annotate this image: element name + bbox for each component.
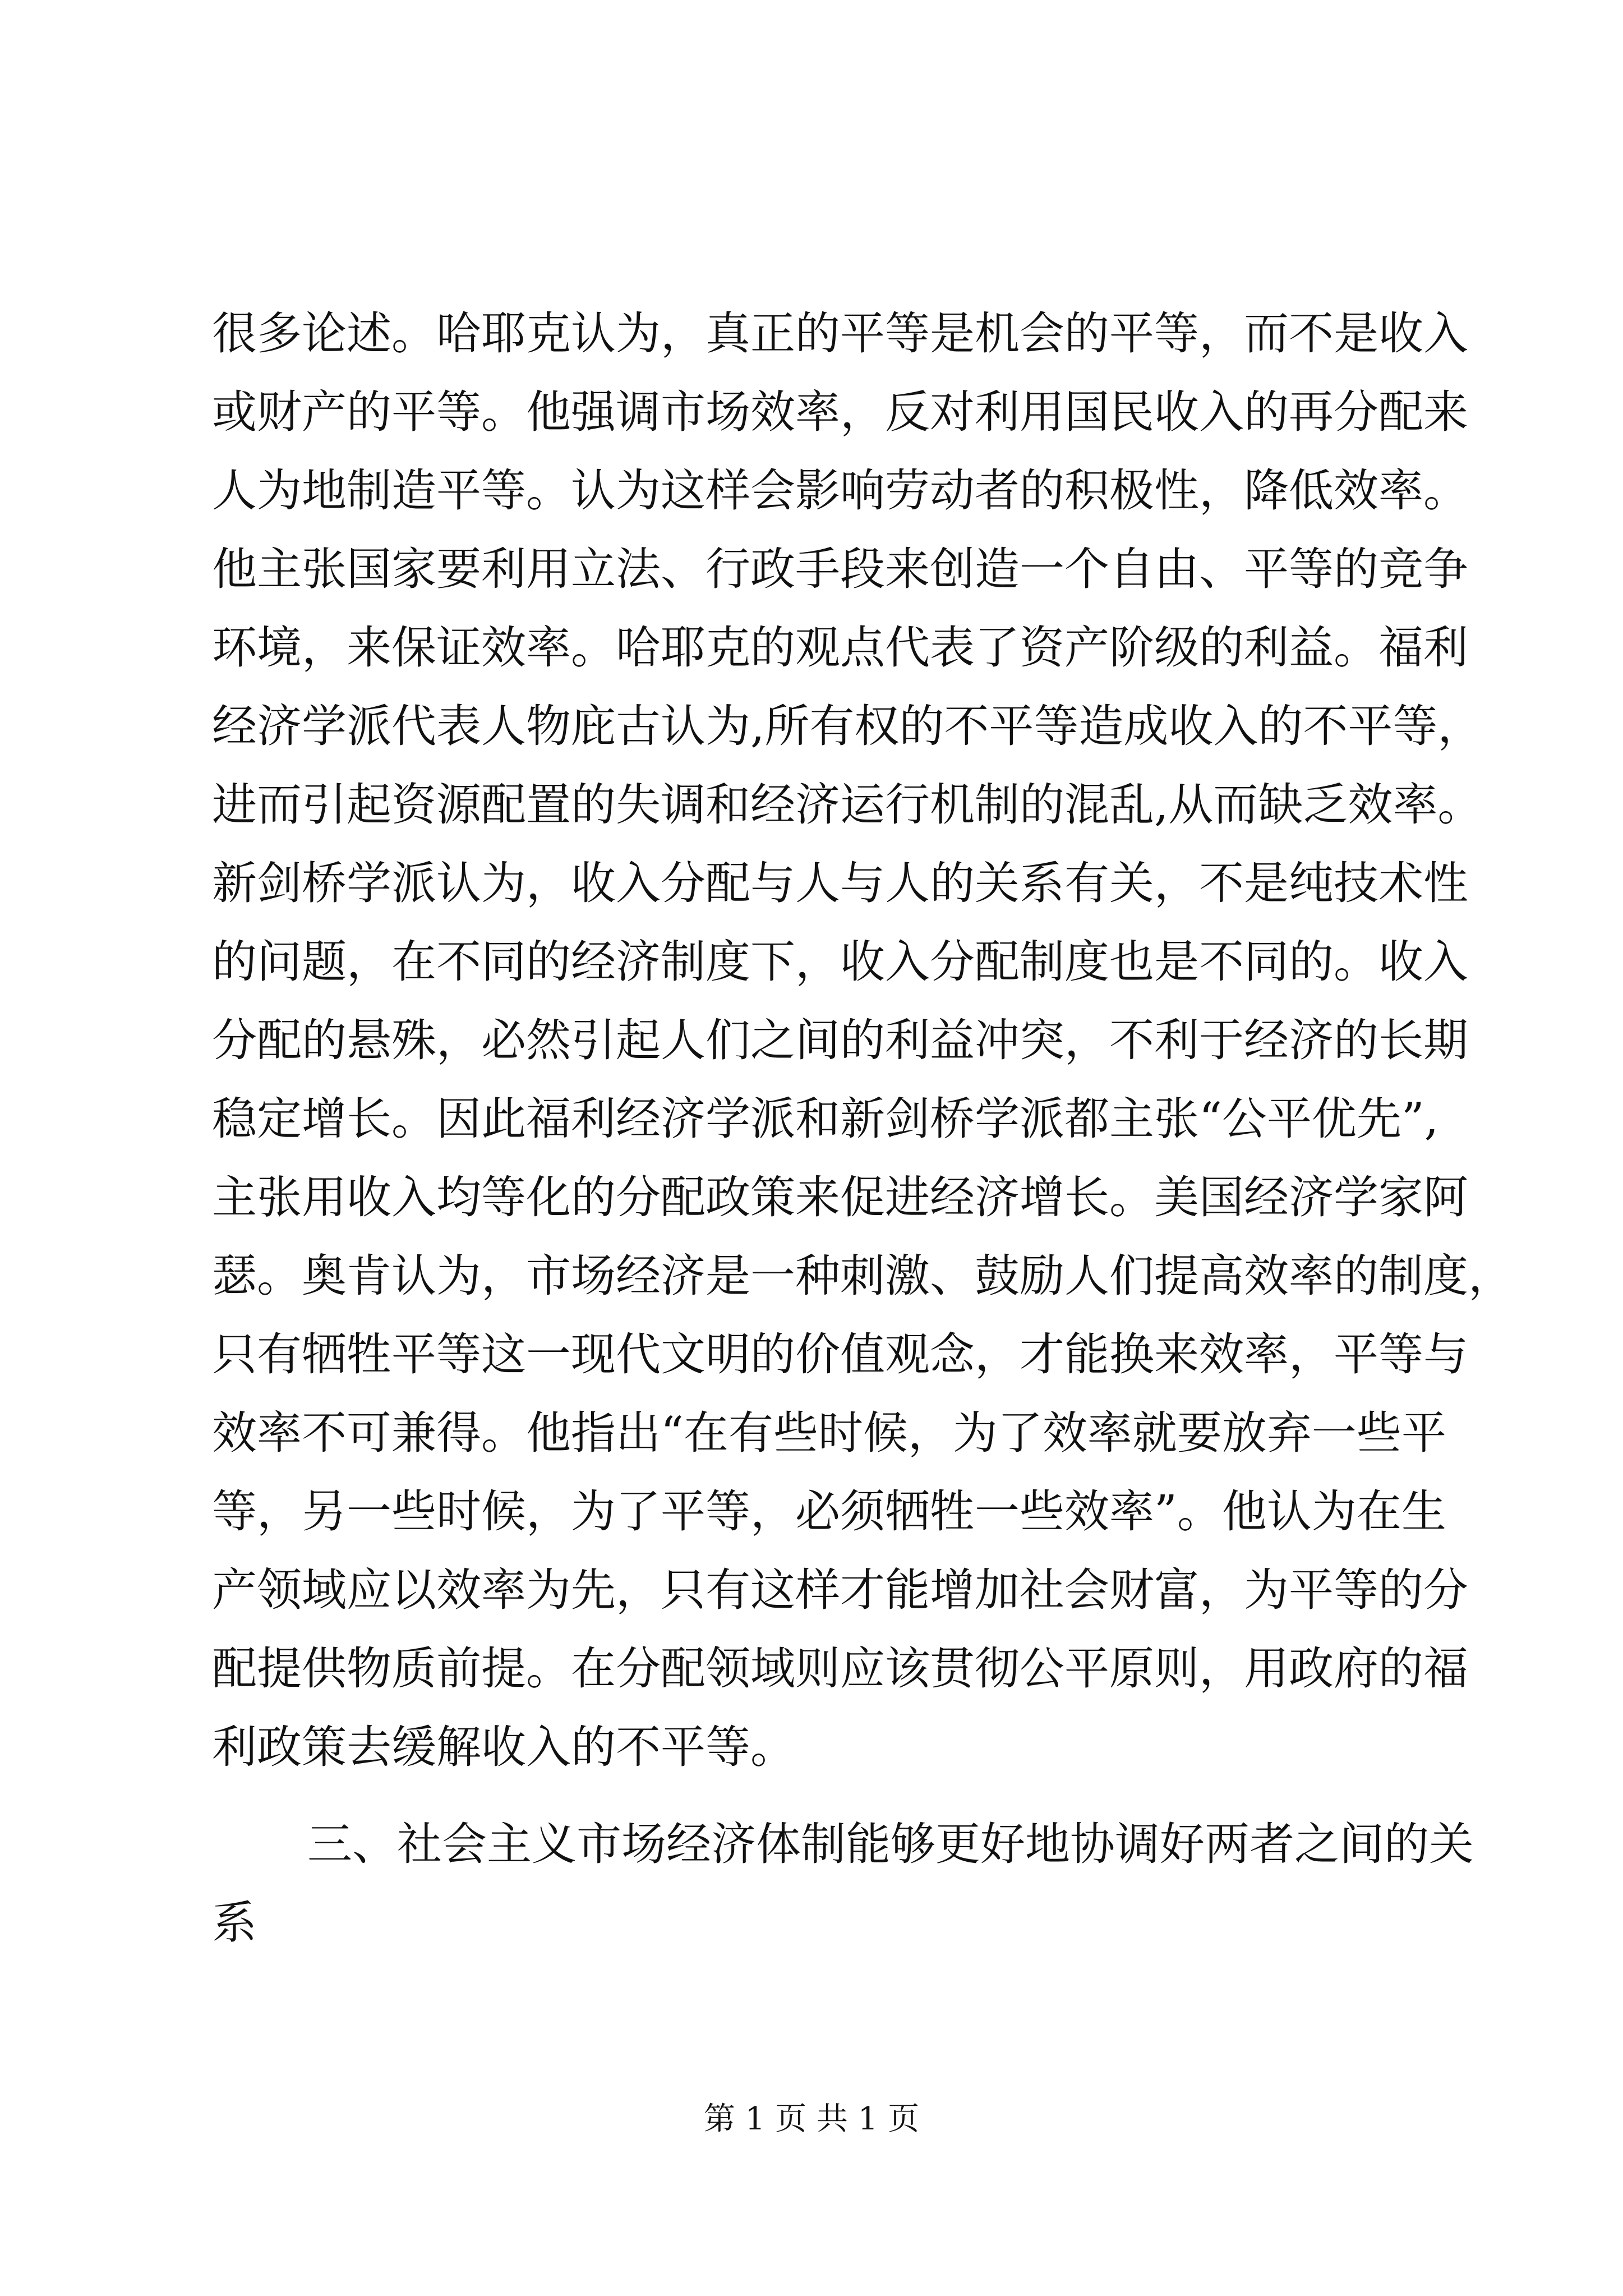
body-text-line: 新剑桥学派认为，收入分配与人与人的关系有关，不是纯技术性 bbox=[212, 857, 1468, 909]
body-text-line: 很多论述。哈耶克认为，真正的平等是机会的平等，而不是收入 bbox=[212, 307, 1468, 360]
body-text-line: 产领域应以效率为先，只有这样才能增加社会财富，为平等的分 bbox=[212, 1564, 1468, 1616]
body-text-line: 主张用收入均等化的分配政策来促进经济增长。美国经济学家阿 bbox=[212, 1171, 1468, 1223]
body-text-line: 效率不可兼得。他指出“在有些时候，为了效率就要放弃一些平 bbox=[212, 1407, 1446, 1459]
body-text-line: 他主张国家要利用立法、行政手段来创造一个自由、平等的竞争 bbox=[212, 543, 1468, 595]
body-text-line: 或财产的平等。他强调市场效率，反对利用国民收入的再分配来 bbox=[212, 386, 1468, 438]
body-text-line: 只有牺牲平等这一现代文明的价值观念，才能换来效率，平等与 bbox=[212, 1328, 1468, 1381]
page-number-footer: 第 1 页 共 1 页 bbox=[703, 2101, 920, 2137]
body-text-line: 人为地制造平等。认为这样会影响劳动者的积极性，降低效率。 bbox=[212, 464, 1468, 517]
body-text-line: 瑟。奥肯认为，市场经济是一种刺激、鼓励人们提高效率的制度， bbox=[212, 1250, 1513, 1302]
body-text-line: 分配的悬殊，必然引起人们之间的利益冲突，不利于经济的长期 bbox=[212, 1014, 1468, 1066]
body-text-line: 环境，来保证效率。哈耶克的观点代表了资产阶级的利益。福利 bbox=[212, 622, 1468, 674]
body-text-line: 经济学派代表人物庇古认为,所有权的不平等造成收入的不平等， bbox=[212, 700, 1483, 752]
body-text-line: 的问题，在不同的经济制度下，收入分配制度也是不同的。收入 bbox=[212, 936, 1468, 988]
section-heading-continuation: 系 bbox=[212, 1897, 257, 1949]
body-text-line: 稳定增长。因此福利经济学派和新剑桥学派都主张“公平优先”, bbox=[212, 1093, 1439, 1145]
body-text-line: 等，另一些时候，为了平等，必须牺牲一些效率”。他认为在生 bbox=[212, 1485, 1446, 1538]
body-text-line: 进而引起资源配置的失调和经济运行机制的混乱,从而缺乏效率。 bbox=[212, 779, 1483, 831]
body-text-line: 利政策去缓解收入的不平等。 bbox=[212, 1721, 795, 1773]
body-text-line: 配提供物质前提。在分配领域则应该贯彻公平原则，用政府的福 bbox=[212, 1642, 1468, 1695]
section-heading: 三、社会主义市场经济体制能够更好地协调好两者之间的关 bbox=[307, 1818, 1474, 1870]
